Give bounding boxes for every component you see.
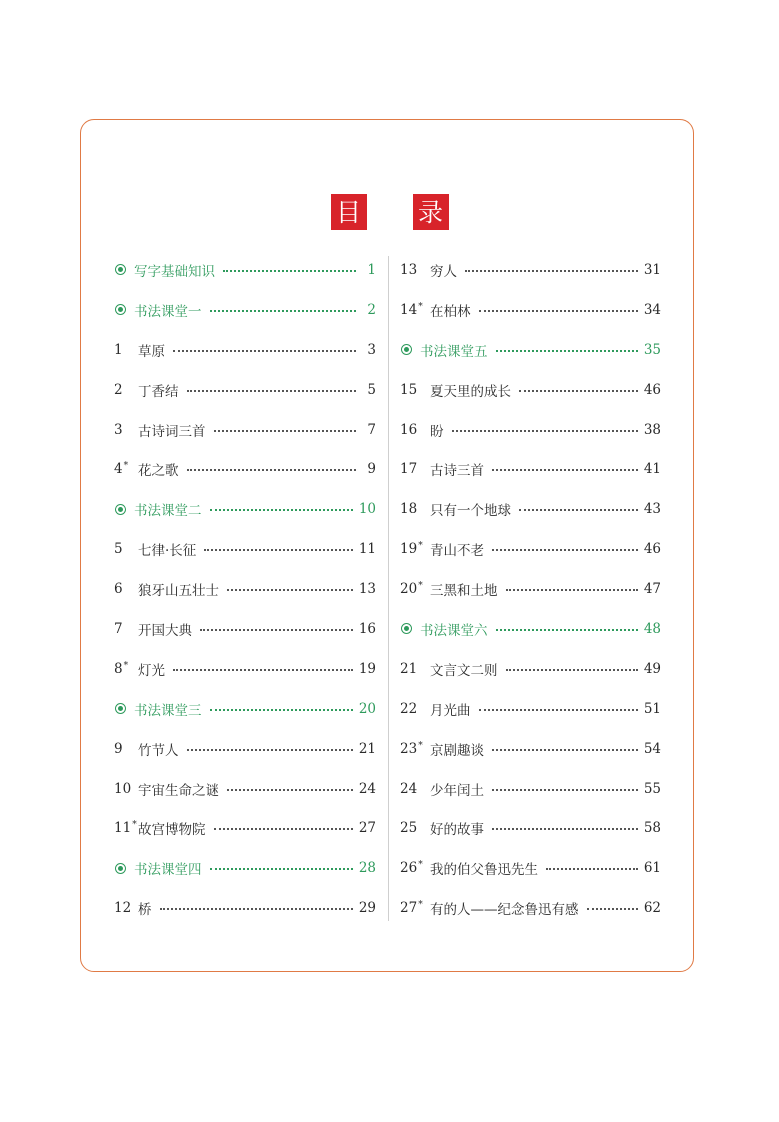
optional-star-marker: * (418, 581, 423, 592)
page-number: 21 (358, 740, 376, 757)
toc-section-entry[interactable] (400, 330, 661, 370)
optional-star-marker: * (123, 660, 129, 671)
toc-entry[interactable] (400, 729, 661, 769)
toc-entry[interactable] (114, 808, 376, 848)
lesson-number (400, 900, 430, 916)
optional-star-marker: * (123, 461, 129, 472)
lesson-number (400, 741, 430, 757)
entry-title: 我的伯父鲁迅先生 (430, 862, 538, 879)
lesson-number (400, 262, 430, 278)
dot-leader (204, 549, 353, 551)
page-number: 29 (358, 900, 376, 917)
dot-leader (210, 709, 353, 711)
lesson-number (114, 461, 138, 477)
lesson-number (400, 781, 430, 797)
entry-title: 竹节人 (138, 742, 179, 759)
entry-title: 故宫博物院 (138, 822, 206, 839)
toc-entry[interactable] (114, 569, 376, 609)
lesson-number-text: 9 (114, 740, 123, 757)
dot-leader (227, 589, 353, 591)
optional-star-marker: * (132, 820, 137, 831)
lesson-number (114, 820, 138, 836)
lesson-number (400, 820, 430, 836)
lesson-number (114, 781, 138, 797)
dot-leader (546, 868, 638, 870)
entry-title: 草原 (138, 343, 165, 360)
entry-title: 只有一个地球 (430, 503, 511, 520)
page-number: 20 (358, 700, 376, 717)
entry-title: 文言文二则 (430, 662, 498, 679)
lesson-number (114, 661, 138, 677)
page-number: 51 (643, 700, 661, 717)
title-char-2: 录 (413, 194, 449, 230)
entry-title: 少年闰土 (430, 782, 484, 799)
dot-leader (492, 828, 638, 830)
entry-title: 有的人——纪念鲁迅有感 (430, 902, 579, 919)
page-number: 55 (643, 780, 661, 797)
toc-entry[interactable] (400, 848, 661, 888)
entry-title: 书法课堂二 (134, 503, 202, 520)
entry-title: 三黑和土地 (430, 583, 498, 600)
entry-title: 七律·长征 (138, 543, 197, 560)
column-divider (388, 256, 389, 921)
lesson-number-text: 18 (400, 501, 418, 518)
lesson-number-text: 25 (400, 820, 418, 837)
double-circle-icon (401, 623, 412, 634)
page-number: 54 (643, 740, 661, 757)
lesson-number (400, 701, 430, 717)
entry-title: 写字基础知识 (134, 263, 215, 280)
toc-right-column (400, 250, 661, 928)
toc-entry[interactable] (400, 529, 661, 569)
lesson-number-text: 8 (114, 660, 123, 677)
page-number: 9 (367, 461, 376, 478)
page-number: 61 (643, 860, 661, 877)
page-number: 13 (358, 581, 376, 598)
dot-leader (452, 430, 638, 432)
page-number: 47 (643, 581, 661, 598)
dot-leader (519, 390, 638, 392)
lesson-number-text: 17 (400, 461, 418, 478)
entry-title: 夏天里的成长 (430, 383, 511, 400)
toc-section-entry[interactable] (114, 848, 376, 888)
lesson-number-text: 13 (400, 261, 418, 278)
page-number: 34 (643, 301, 661, 318)
dot-leader (479, 310, 638, 312)
entry-title: 古诗词三首 (138, 423, 206, 440)
toc-entry[interactable] (114, 449, 376, 489)
entry-title: 丁香结 (138, 383, 179, 400)
toc-entry[interactable] (114, 609, 376, 649)
double-circle-icon (115, 863, 126, 874)
dot-leader (187, 749, 353, 751)
double-circle-icon (401, 344, 412, 355)
lesson-number (114, 382, 138, 398)
toc-entry[interactable] (400, 649, 661, 689)
dot-leader (496, 629, 638, 631)
page-number: 1 (367, 261, 376, 278)
lesson-number (114, 342, 138, 358)
page-number: 46 (643, 381, 661, 398)
entry-title: 书法课堂五 (420, 343, 488, 360)
lesson-number-text: 4 (114, 461, 123, 478)
lesson-number-text: 1 (114, 341, 123, 358)
entry-title: 好的故事 (430, 822, 484, 839)
toc-entry[interactable] (400, 769, 661, 809)
optional-star-marker: * (418, 900, 423, 911)
lesson-number-text: 19 (400, 541, 418, 558)
entry-title: 灯光 (138, 662, 165, 679)
entry-title: 书法课堂一 (134, 303, 202, 320)
toc-entry[interactable] (114, 649, 376, 689)
toc-section-entry[interactable] (114, 290, 376, 330)
dot-leader (210, 509, 353, 511)
lesson-number (400, 461, 430, 477)
entry-title: 青山不老 (430, 543, 484, 560)
toc-entry[interactable] (114, 888, 376, 928)
entry-title: 书法课堂三 (134, 702, 202, 719)
toc-section-entry[interactable] (114, 689, 376, 729)
optional-star-marker: * (418, 740, 423, 751)
lesson-number-text: 24 (400, 780, 418, 797)
dot-leader (506, 589, 638, 591)
page-number: 27 (358, 820, 376, 837)
page-number: 11 (358, 541, 376, 558)
lesson-number-text: 14 (400, 301, 418, 318)
double-circle-icon (115, 703, 126, 714)
entry-title: 狼牙山五壮士 (138, 583, 219, 600)
lesson-number (400, 382, 430, 398)
entry-title: 宇宙生命之谜 (138, 782, 219, 799)
toc-entry[interactable] (400, 250, 661, 290)
entry-title: 书法课堂六 (420, 622, 488, 639)
toc-entry[interactable] (114, 729, 376, 769)
dot-leader (492, 789, 638, 791)
page-number: 10 (358, 501, 376, 518)
toc-section-entry[interactable] (114, 250, 376, 290)
page-number: 3 (367, 341, 376, 358)
lesson-number (114, 900, 138, 916)
dot-leader (160, 908, 353, 910)
lesson-number (400, 661, 430, 677)
page-number: 5 (367, 381, 376, 398)
entry-title: 桥 (138, 902, 152, 919)
dot-leader (227, 789, 353, 791)
lesson-number-text: 11 (114, 820, 132, 837)
dot-leader (492, 749, 638, 751)
page-title (0, 194, 779, 230)
lesson-number-text: 12 (114, 900, 132, 917)
toc-entry[interactable] (400, 449, 661, 489)
toc-entry[interactable] (400, 489, 661, 529)
toc-left-column (114, 250, 376, 928)
page-number: 19 (358, 660, 376, 677)
dot-leader (465, 270, 638, 272)
page-number: 7 (367, 421, 376, 438)
dot-leader (223, 270, 356, 272)
lesson-number (400, 581, 430, 597)
lesson-number-text: 27 (400, 900, 418, 917)
lesson-number (114, 541, 138, 557)
toc-entry[interactable] (400, 410, 661, 450)
dot-leader (214, 430, 357, 432)
toc-entry[interactable] (400, 569, 661, 609)
lesson-number-text: 5 (114, 541, 123, 558)
page-number: 43 (643, 501, 661, 518)
toc-section-entry[interactable] (400, 609, 661, 649)
entry-title: 在柏林 (430, 303, 471, 320)
lesson-number (400, 422, 430, 438)
page-number: 2 (367, 301, 376, 318)
page-number: 38 (643, 421, 661, 438)
dot-leader (519, 509, 638, 511)
lesson-number-text: 20 (400, 581, 418, 598)
toc-entry[interactable] (400, 370, 661, 410)
lesson-number-text: 7 (114, 620, 123, 637)
dot-leader (210, 310, 357, 312)
double-circle-icon (115, 304, 126, 315)
optional-star-marker: * (418, 860, 423, 871)
entry-title: 花之歌 (138, 463, 179, 480)
entry-title: 月光曲 (430, 702, 471, 719)
page-number: 49 (643, 660, 661, 677)
dot-leader (200, 629, 353, 631)
toc-entry[interactable] (400, 888, 661, 928)
entry-title: 古诗三首 (430, 463, 484, 480)
dot-leader (506, 669, 638, 671)
lesson-number-text: 23 (400, 740, 418, 757)
dot-leader (492, 549, 638, 551)
page-number: 31 (643, 261, 661, 278)
lesson-number-text: 26 (400, 860, 418, 877)
optional-star-marker: * (418, 541, 423, 552)
dot-leader (496, 350, 638, 352)
dot-leader (187, 390, 357, 392)
toc-entry[interactable] (114, 769, 376, 809)
page-number: 46 (643, 541, 661, 558)
lesson-number-text: 21 (400, 660, 418, 677)
dot-leader (173, 350, 356, 352)
lesson-number-text: 10 (114, 780, 132, 797)
page-number: 28 (358, 860, 376, 877)
lesson-number-text: 2 (114, 381, 123, 398)
lesson-number (114, 621, 138, 637)
lesson-number-text: 6 (114, 581, 123, 598)
lesson-number (400, 302, 430, 318)
toc-section-entry[interactable] (114, 489, 376, 529)
page-number: 24 (358, 780, 376, 797)
double-circle-icon (115, 264, 126, 275)
page-number: 16 (358, 620, 376, 637)
lesson-number-text: 15 (400, 381, 418, 398)
page-number: 41 (643, 461, 661, 478)
dot-leader (173, 669, 353, 671)
double-circle-icon (115, 504, 126, 515)
toc-entry[interactable] (114, 370, 376, 410)
lesson-number (400, 501, 430, 517)
page-number: 58 (643, 820, 661, 837)
dot-leader (479, 709, 638, 711)
toc-entry[interactable] (400, 689, 661, 729)
lesson-number (400, 541, 430, 557)
dot-leader (187, 469, 357, 471)
page-number: 35 (643, 341, 661, 358)
lesson-number (114, 422, 138, 438)
dot-leader (587, 908, 638, 910)
lesson-number-text: 16 (400, 421, 418, 438)
lesson-number (114, 741, 138, 757)
optional-star-marker: * (418, 301, 423, 312)
toc-entry[interactable] (400, 808, 661, 848)
toc-entry[interactable] (400, 290, 661, 330)
lesson-number-text: 3 (114, 421, 123, 438)
entry-title: 书法课堂四 (134, 862, 202, 879)
lesson-number-text: 22 (400, 700, 418, 717)
entry-title: 穷人 (430, 263, 457, 280)
page-number: 62 (643, 900, 661, 917)
toc-entry[interactable] (114, 330, 376, 370)
page-number: 48 (643, 620, 661, 637)
lesson-number (400, 860, 430, 876)
entry-title: 京剧趣谈 (430, 742, 484, 759)
toc-entry[interactable] (114, 529, 376, 569)
lesson-number (114, 581, 138, 597)
toc-entry[interactable] (114, 410, 376, 450)
dot-leader (214, 828, 353, 830)
entry-title: 盼 (430, 423, 444, 440)
dot-leader (492, 469, 638, 471)
entry-title: 开国大典 (138, 622, 192, 639)
dot-leader (210, 868, 353, 870)
title-char-1: 目 (331, 194, 367, 230)
